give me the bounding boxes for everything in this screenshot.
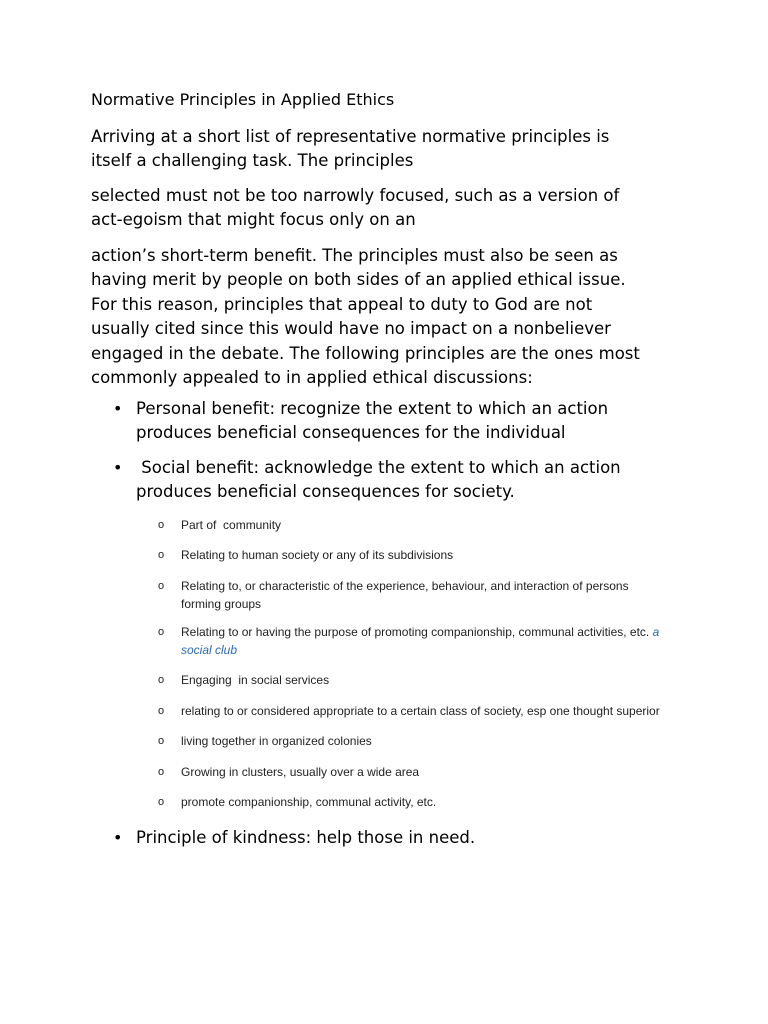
circle-bullet-icon: o	[158, 735, 165, 747]
sub-item-text	[181, 623, 659, 659]
paragraph-line: selected must not be too narrowly focused, such as a version of	[91, 186, 620, 205]
bullet-line: Social benefit: acknowledge the extent to which an action	[136, 458, 621, 477]
sub-item-text	[181, 671, 329, 689]
sub-item-text	[181, 702, 660, 720]
bullet-line: produces beneficial consequences for society.	[136, 482, 515, 501]
paragraph-intro	[91, 125, 691, 174]
sub-item-text	[181, 516, 281, 534]
sub-item-text	[181, 546, 453, 564]
bullet-text	[136, 456, 621, 504]
sub-item-line	[181, 641, 659, 659]
paragraph-line: action’s short-term benefit. The principles must also be seen as	[91, 246, 618, 265]
sub-item-line: promote companionship, communal activity, etc.	[181, 795, 437, 809]
bullet-line: Personal benefit: recognize the extent to which an action	[136, 399, 609, 418]
sub-item-line: Relating to, or characteristic of the experience, behaviour, and interaction of persons	[181, 579, 629, 593]
circle-bullet-icon: o	[158, 519, 165, 531]
circle-bullet-icon: o	[158, 580, 165, 592]
bullet-dot-icon: •	[113, 458, 123, 477]
paragraph-line: engaged in the debate. The following principles are the ones most	[91, 343, 640, 363]
paragraph-line: commonly appealed to in applied ethical discussions:	[91, 368, 533, 388]
paragraph-line: For this reason, principles that appeal to duty to God are not	[91, 294, 593, 314]
bullet-line: Principle of kindness: help those in need.	[136, 828, 476, 847]
sub-item-text	[181, 577, 629, 613]
paragraph-line: act-egoism that might focus only on an	[91, 210, 416, 230]
sub-item-text	[181, 763, 419, 781]
paragraph-line: usually cited since this would have no impact on a nonbeliever	[91, 319, 611, 339]
circle-bullet-icon: o	[158, 549, 165, 561]
bullet-dot-icon: •	[113, 399, 123, 418]
sub-item-line: Growing in clusters, usually over a wide area	[181, 765, 420, 779]
sub-item-line: living together in organized colonies	[181, 734, 372, 748]
paragraph-line: itself a challenging task. The principles	[91, 151, 414, 171]
circle-bullet-icon: o	[158, 766, 165, 778]
sub-item-line: Relating to human society or any of its subdivisions	[181, 548, 454, 562]
bullet-text	[136, 826, 475, 850]
sub-item-line	[181, 623, 659, 641]
social-club-link-continued[interactable]: social club	[181, 643, 238, 657]
bullet-line: produces beneficial consequences for the individual	[136, 423, 566, 442]
document-heading: Normative Principles in Applied Ethics	[91, 90, 395, 109]
sub-item-text	[181, 793, 436, 811]
sub-item-line: Part of community	[181, 518, 282, 532]
sub-item-text	[181, 732, 372, 750]
circle-bullet-icon: o	[158, 626, 165, 638]
social-club-link[interactable]: a	[652, 625, 660, 639]
sub-item-line: forming groups	[181, 597, 262, 611]
paragraph-principles	[91, 244, 691, 390]
circle-bullet-icon: o	[158, 674, 165, 686]
paragraph-line: having merit by people on both sides of an applied ethical issue.	[91, 270, 626, 290]
bullet-dot-icon: •	[113, 828, 123, 847]
circle-bullet-icon: o	[158, 705, 165, 717]
paragraph-selection	[91, 184, 691, 233]
sub-item-line: relating to or considered appropriate to a certain class of society, esp one thought superior	[181, 704, 660, 718]
paragraph-line: Arriving at a short list of representative normative principles is	[91, 127, 610, 146]
circle-bullet-icon: o	[158, 796, 165, 808]
bullet-text	[136, 397, 608, 445]
sub-item-line: Engaging in social services	[181, 673, 330, 687]
sub-item-line-text: Relating to or having the purpose of promoting companionship, communal activities, etc.	[181, 625, 653, 639]
